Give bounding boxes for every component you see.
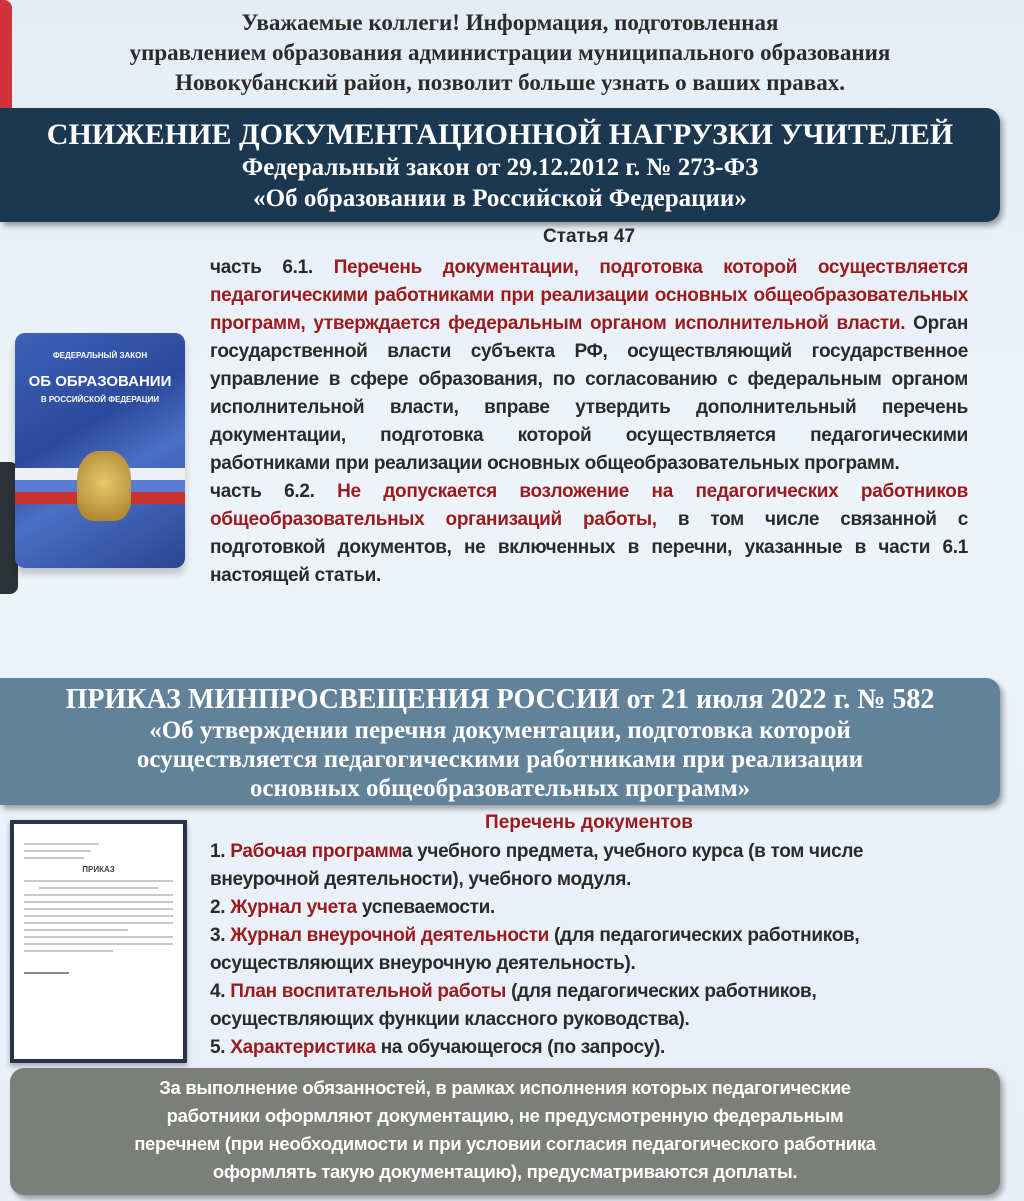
law-header-banner (0, 108, 1000, 222)
item-number: 1. (210, 841, 231, 862)
article-part-6-2 (210, 478, 968, 590)
item-text: на обучающегося (по запросу). (375, 1037, 666, 1058)
banner-subtitle: «Об утверждении перечня документации, подготовка которой (149, 717, 851, 744)
body-text: в том числе связанной с подготовкой документов, не включенных в перечни, указанные в части 6.1 настоящей статьи. (210, 509, 968, 586)
item-number: 5. (210, 1037, 231, 1058)
item-highlight: План воспитательной работы (230, 981, 507, 1002)
article-title: Статья 47 (542, 226, 636, 247)
intro-line: Уважаемые коллеги! Информация, подготовленная (241, 10, 779, 35)
highlight-text: Перечень документации, подготовка которой осуществляется педагогическими работниками при реализации основных общеобразовательных программ, утверждается федеральным органом исполнительной власти. (210, 257, 968, 334)
list-item (210, 978, 970, 1034)
item-number: 2. (210, 897, 231, 918)
item-highlight: Рабочая программ (230, 841, 402, 862)
law-book-image (15, 333, 185, 568)
banner-title: СНИЖЕНИЕ ДОКУМЕНТАЦИОННОЙ НАГРУЗКИ УЧИТЕЛЕЙ (46, 118, 954, 151)
item-highlight: Характеристика (230, 1037, 376, 1058)
item-text: а учебного предмета, учебного курса (в том числе внеурочной деятельности), учебного модуля. (210, 841, 864, 890)
list-item (210, 1034, 970, 1062)
book-title: ОБ ОБРАЗОВАНИИ (28, 373, 172, 390)
banner-subtitle: Федеральный закон от 29.12.2012 г. № 273-ФЗ (241, 154, 759, 181)
item-highlight: Журнал учета (230, 897, 357, 918)
article-text (210, 254, 968, 590)
item-text: (для педагогических работников, осуществляющих внеурочную деятельность). (210, 925, 860, 974)
article-part-6-1 (210, 254, 968, 478)
body-text: Орган государственной власти субъекта РФ, осуществляющий государственное управление в сфере образования, по согласованию с федеральным органом исполнительной власти, вправе утвердить дополнительный перечень документации, подготовка которой осуществляется педагогическими работниками при реализации основных общеобразовательных программ. (210, 313, 968, 474)
order-header-banner (0, 678, 1000, 805)
documents-list-title: Перечень документов (485, 812, 693, 833)
note-line: За выполнение обязанностей, в рамках исполнения которых педагогические (159, 1077, 851, 1098)
banner-title: ПРИКАЗ МИНПРОСВЕЩЕНИЯ РОССИИ от 21 июля 2022 г. № 582 (65, 684, 935, 715)
intro-text (40, 8, 980, 98)
payment-note-box (10, 1068, 1000, 1195)
item-text: (для педагогических работников, осуществляющих функции классного руководства). (210, 981, 817, 1030)
banner-subtitle: «Об образовании в Российской Федерации» (253, 185, 747, 212)
book-label: ФЕДЕРАЛЬНЫЙ ЗАКОН (52, 351, 148, 360)
highlight-text: Не допускается возложение на педагогических работников общеобразовательных организаций работы, (210, 481, 968, 530)
book-subtitle: В РОССИЙСКОЙ ФЕДЕРАЦИИ (40, 395, 160, 404)
note-line: работники оформляют документацию, не предусмотренную федеральным (166, 1105, 844, 1126)
part-label: часть 6.1. (210, 257, 334, 278)
item-highlight: Журнал внеурочной деятельности (230, 925, 550, 946)
item-number: 3. (210, 925, 231, 946)
list-item (210, 894, 970, 922)
banner-subtitle: осуществляется педагогическими работниками при реализации (136, 746, 864, 773)
banner-subtitle: основных общеобразовательных программ» (249, 775, 751, 802)
document-title: ПРИКАЗ (82, 865, 115, 874)
intro-line: Новокубанский район, позволит больше узнать о ваших правах. (175, 70, 845, 95)
list-item (210, 922, 970, 978)
intro-line: управлением образования администрации муниципального образования (129, 40, 891, 65)
list-item (210, 838, 970, 894)
part-label: часть 6.2. (210, 481, 338, 502)
note-line: оформлять такую документацию), предусматриваются доплаты. (212, 1161, 798, 1182)
note-line: перечнем (при необходимости и при условии согласия педагогического работника (134, 1133, 876, 1154)
item-number: 4. (210, 981, 231, 1002)
order-document-image (10, 820, 187, 1063)
item-text: успеваемости. (356, 897, 496, 918)
coat-of-arms-icon (77, 451, 131, 521)
documents-list (210, 838, 970, 1062)
